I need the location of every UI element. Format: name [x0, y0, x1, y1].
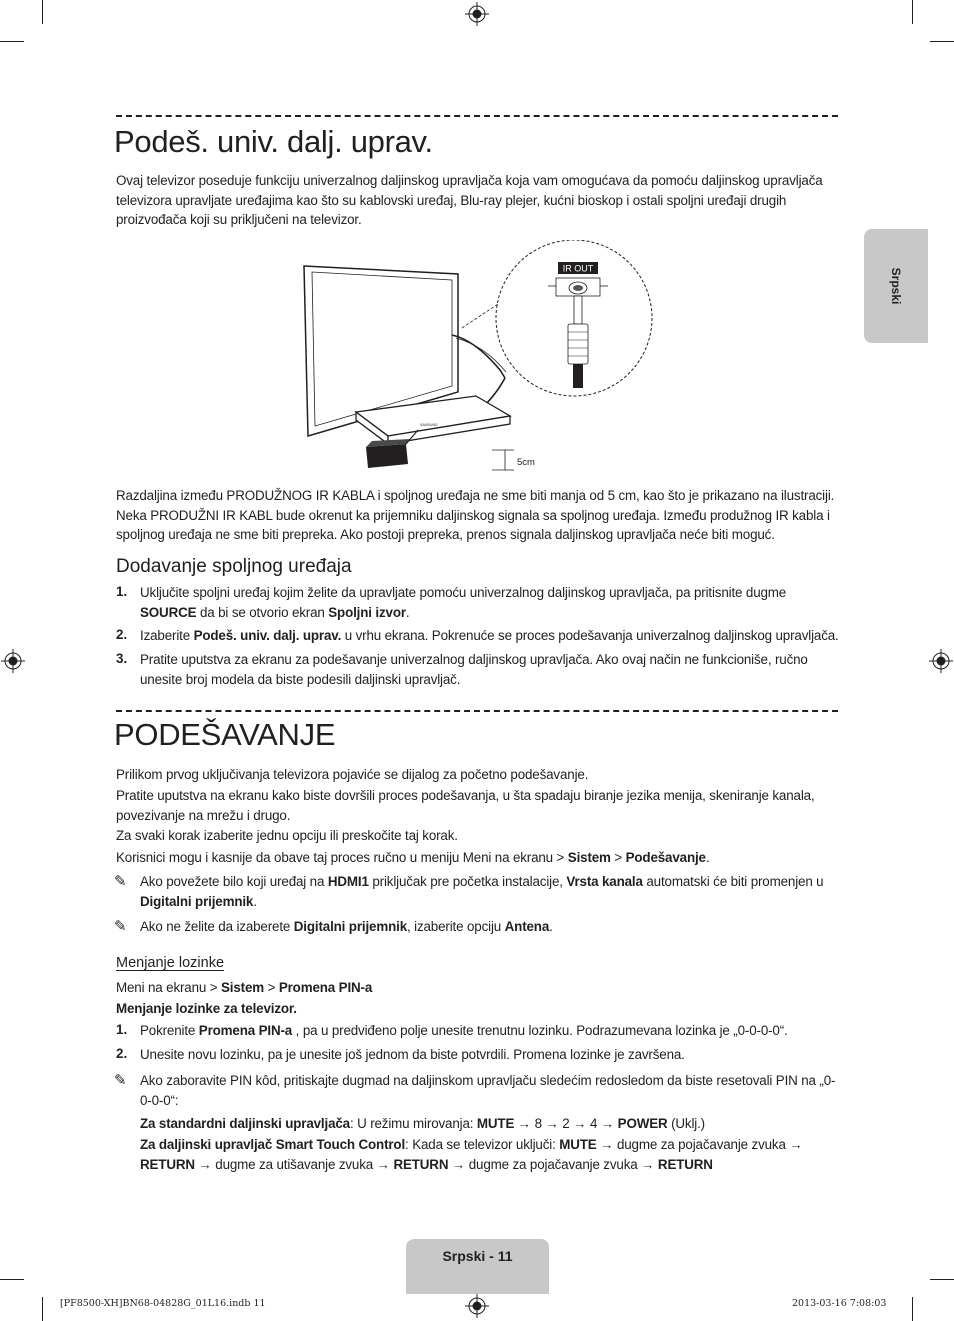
menu-path: Meni na ekranu > Sistem > Promena PIN-a — [116, 980, 373, 995]
step-text: Uključite spoljni uređaj kojim želite da upravljate pomoću univerzalnog daljinskog upravljača, pa pritisnite dugme SOURCE da bi se otvorio ekran Spoljni izvor. — [140, 585, 787, 620]
crop-mark — [912, 1297, 913, 1321]
ir-extender-illustration — [366, 444, 408, 468]
language-side-tab — [864, 229, 928, 343]
pin-heading: Menjanje lozinke — [116, 955, 225, 971]
standard-remote-sequence: Za standardni daljinski upravljača: U režimu mirovanja: MUTE → 8 → 2 → 4 → POWER (Uklj.) — [140, 1116, 705, 1131]
step-number: 2. — [116, 1046, 128, 1061]
section-divider — [116, 115, 838, 117]
crop-mark — [0, 1279, 24, 1280]
registration-mark-icon — [465, 1294, 489, 1318]
step-number: 2. — [116, 627, 128, 642]
distance-note-paragraph: Razdaljina između PRODUŽNOG IR KABLA i spoljnog uređaja ne sme biti manja od 5 cm, kao što je prikazano na ilustraciji. Neka PRODUŽNI IR KABL bude okrenut ka prijemniku daljinskog signala sa spoljnog uređaja. Između produžnog IR kabla i spoljnog uređaja ne sme biti prepreka. Ako postoji prepreka, prenos signala daljinskog upravljača neće biti moguć. — [116, 488, 835, 542]
distance-label: 5cm — [517, 457, 535, 468]
note-text: Ako zaboravite PIN kôd, pritiskajte dugmad na daljinskom upravljaču sledećim redosledom da biste resetovali PIN na „0-0-0-0“: — [140, 1073, 836, 1108]
page-number-tab — [406, 1239, 549, 1294]
step-text: Unesite novu lozinku, pa je unesite još jednom da biste potvrdili. Promena lozinke je završena. — [140, 1047, 685, 1062]
registration-mark-icon — [465, 2, 489, 26]
ir-cable-illustration — [300, 240, 660, 480]
print-slug-left: [PF8500-XH]BN68-04828G_01L16.indb 11 — [60, 1298, 266, 1309]
pencil-note-icon: ✎ — [114, 1072, 127, 1089]
pencil-note-icon: ✎ — [114, 918, 127, 935]
registration-mark-icon — [1, 649, 25, 673]
paragraph: Pratite uputstva na ekranu kako biste dovršili proces podešavanja, u šta spadaju biranje jezika menija, skeniranje kanala, povezivanje na mrežu i drugo. — [116, 788, 815, 823]
section-title: Podeš. univ. dalj. uprav. — [114, 124, 433, 159]
step-text: Izaberite Podeš. univ. dalj. uprav. u vrhu ekrana. Pokrenuće se proces podešavanja univerzalnog daljinskog upravljača. — [140, 628, 839, 643]
intro-paragraph: Ovaj televizor poseduje funkciju univerzalnog daljinskog upravljača koja vam omogućava da pomoću daljinskog upravljača televizora upravljate uređajima kao što su kablovski uređaj, Blu-ray plejer, kućni bioskop i ostali spoljni uređaji drugih proizvođača koji su priključeni na televizor. — [116, 173, 823, 227]
side-tab-label: Srpski — [889, 267, 903, 305]
crop-mark — [912, 0, 913, 24]
print-slug-right: 2013-03-16 ￼7:08:03 — [792, 1298, 887, 1309]
step-text: Pratite uputstva za ekranu za podešavanje univerzalnog daljinskog upravljača. Ako ovaj način ne funkcioniše, ručno unesite broj modela da biste podesili daljinski upravljač. — [140, 652, 808, 687]
page-number: Srpski - 11 — [442, 1248, 513, 1264]
pin-subtitle: Menjanje lozinke za televizor. — [116, 1001, 297, 1016]
section-divider — [116, 710, 838, 712]
crop-mark — [42, 0, 43, 24]
note-text: Ako povežete bilo koji uređaj na HDMI1 priključak pre početka instalacije, Vrsta kanala automatski će biti promenjen u Digitalni prijemnik. — [140, 874, 824, 909]
step-number: 3. — [116, 651, 128, 666]
section-title: PODEŠAVANJE — [114, 717, 336, 752]
ir-out-label: IR OUT — [562, 263, 594, 274]
note-text: Ako ne želite da izaberete Digitalni prijemnik, izaberite opciju Antena. — [140, 919, 553, 934]
step-number: 1. — [116, 1022, 128, 1037]
smart-remote-sequence: Za daljinski upravljač Smart Touch Control: Kada se televizor uključi: MUTE → dugme za pojačavanje zvuka → RETURN → dugme za utišavanje zvuka → RETURN → dugme za pojačavanje zvuka → RETURN — [140, 1137, 803, 1172]
paragraph: Za svaki korak izaberite jednu opciju ili preskočite taj korak. — [116, 828, 458, 843]
subheading-add-device: Dodavanje spoljnog uređaja — [116, 556, 352, 577]
paragraph: Prilikom prvog uključivanja televizora pojaviće se dijalog za početno podešavanje. — [116, 767, 589, 782]
brand-text: SAMSUNG — [420, 423, 438, 427]
crop-mark — [42, 1297, 43, 1321]
crop-mark — [930, 1279, 954, 1280]
step-number: 1. — [116, 584, 128, 599]
registration-mark-icon — [929, 649, 953, 673]
crop-mark — [0, 41, 24, 42]
crop-mark — [930, 41, 954, 42]
paragraph: Korisnici mogu i kasnije da obave taj proces ručno u meniju Meni na ekranu > Sistem > Podešavanje. — [116, 850, 710, 865]
pencil-note-icon: ✎ — [114, 873, 127, 890]
step-text: Pokrenite Promena PIN-a , pa u predviđeno polje unesite trenutnu lozinku. Podrazumevana lozinka je „0-0-0-0“. — [140, 1023, 788, 1038]
